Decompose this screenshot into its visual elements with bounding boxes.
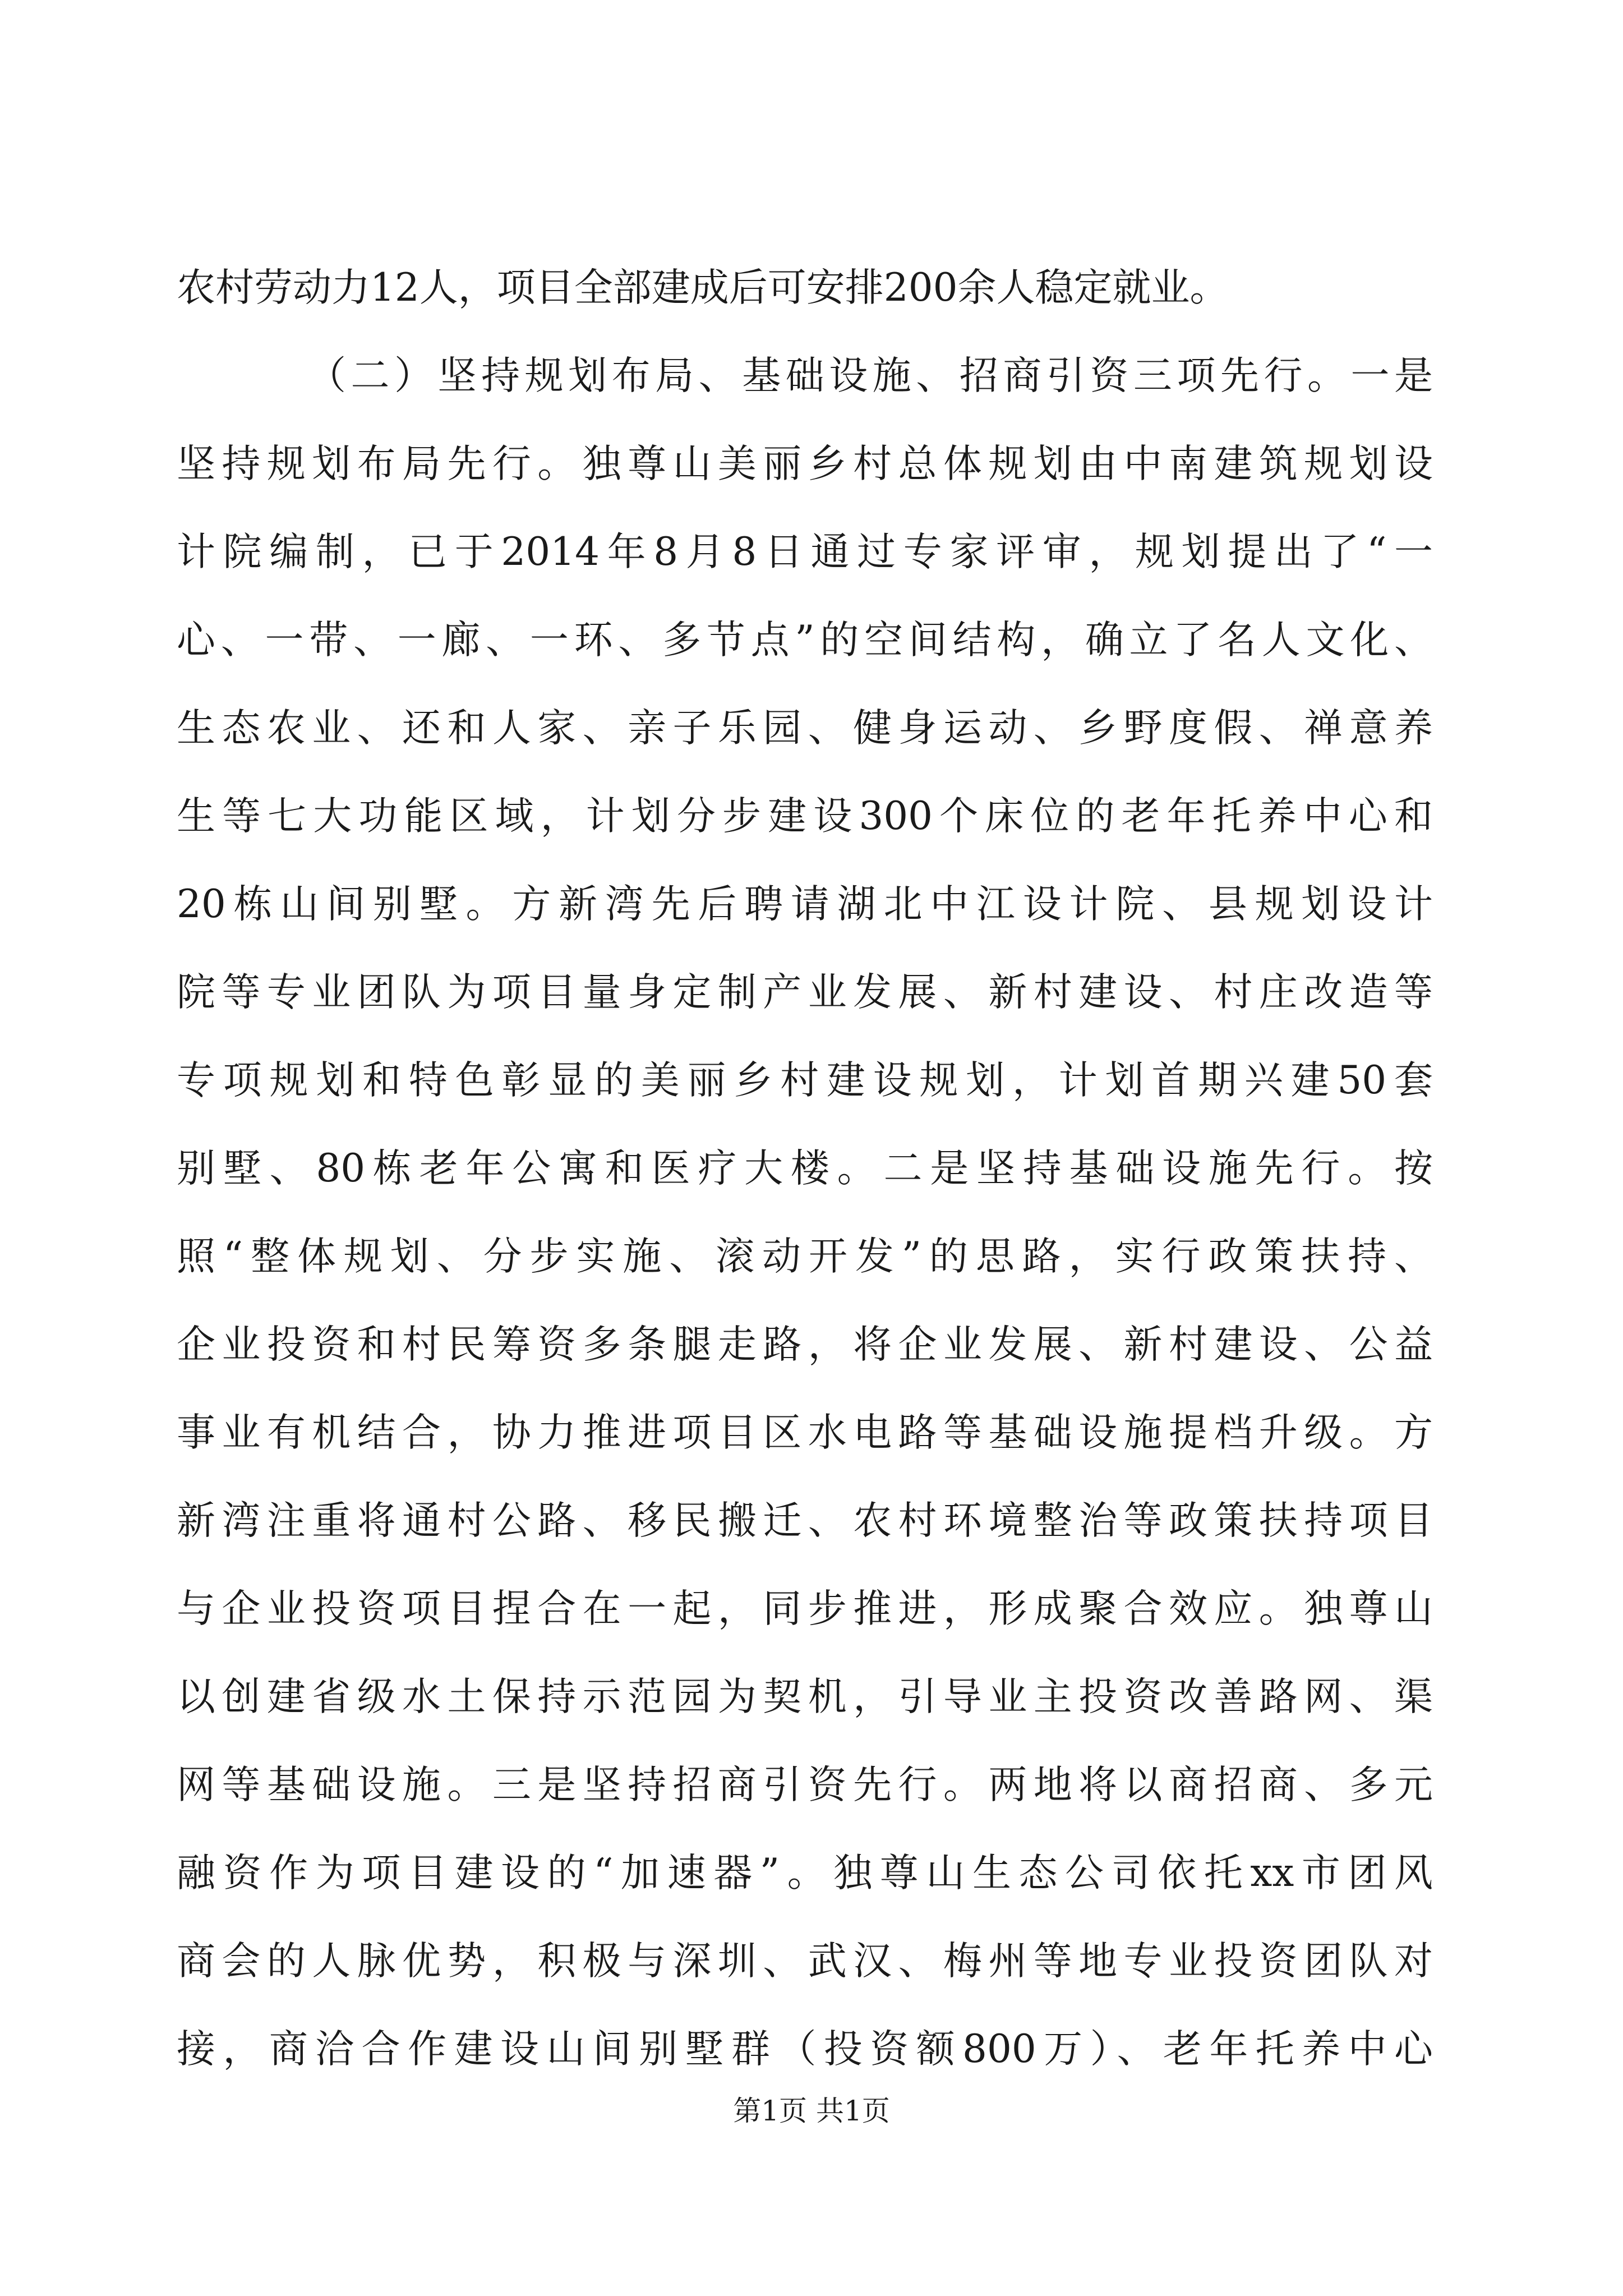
- paragraph-first-line: （二）坚持规划布局、基础设施、招商引资三项先行。一是: [307, 353, 1433, 398]
- page-footer: 第1页 共1页: [733, 2095, 890, 2127]
- body-text-line: 坚持规划布局先行。独尊山美丽乡村总体规划由中南建筑规划设: [177, 441, 1433, 486]
- body-text-line: 以创建省级水土保持示范园为契机，引导业主投资改善路网、渠: [177, 1674, 1433, 1719]
- body-text-line: 计院编制，已于2014年8月8日通过专家评审，规划提出了“一: [177, 530, 1433, 574]
- body-text-line: 心、一带、一廊、一环、多节点”的空间结构，确立了名人文化、: [177, 618, 1433, 662]
- body-text-line: 院等专业团队为项目量身定制产业发展、新村建设、村庄改造等: [177, 970, 1433, 1015]
- body-text-line: 照“整体规划、分步实施、滚动开发”的思路，实行政策扶持、: [177, 1234, 1433, 1279]
- body-text-line: 与企业投资项目捏合在一起，同步推进，形成聚合效应。独尊山: [177, 1586, 1433, 1631]
- body-text-line: 别墅、80栋老年公寓和医疗大楼。二是坚持基础设施先行。按: [177, 1146, 1433, 1191]
- body-text-line: 新湾注重将通村公路、移民搬迁、农村环境整治等政策扶持项目: [177, 1498, 1433, 1543]
- body-text-line: 20栋山间别墅。方新湾先后聘请湖北中江设计院、县规划设计: [177, 882, 1433, 927]
- body-text-line: 生等七大功能区域，计划分步建设300个床位的老年托养中心和: [177, 794, 1433, 839]
- body-text-line: 企业投资和村民筹资多条腿走路，将企业发展、新村建设、公益: [177, 1322, 1433, 1367]
- body-text-line: 商会的人脉优势，积极与深圳、武汉、梅州等地专业投资团队对: [177, 1939, 1433, 1984]
- body-text-line: 事业有机结合，协力推进项目区水电路等基础设施提档升级。方: [177, 1410, 1433, 1455]
- body-text-line: 融资作为项目建设的“加速器”。独尊山生态公司依托xx市团风: [177, 1851, 1433, 1895]
- body-text-line: 农村劳动力12人，项目全部建成后可安排200余人稳定就业。: [177, 265, 1229, 310]
- body-text-line: 专项规划和特色彰显的美丽乡村建设规划，计划首期兴建50套: [177, 1058, 1433, 1103]
- body-text-line: 网等基础设施。三是坚持招商引资先行。两地将以商招商、多元: [177, 1763, 1433, 1807]
- body-text-line: 生态农业、还和人家、亲子乐园、健身运动、乡野度假、禅意养: [177, 706, 1433, 751]
- body-text-line: 接，商洽合作建设山间别墅群（投资额800万）、老年托养中心: [177, 2027, 1433, 2072]
